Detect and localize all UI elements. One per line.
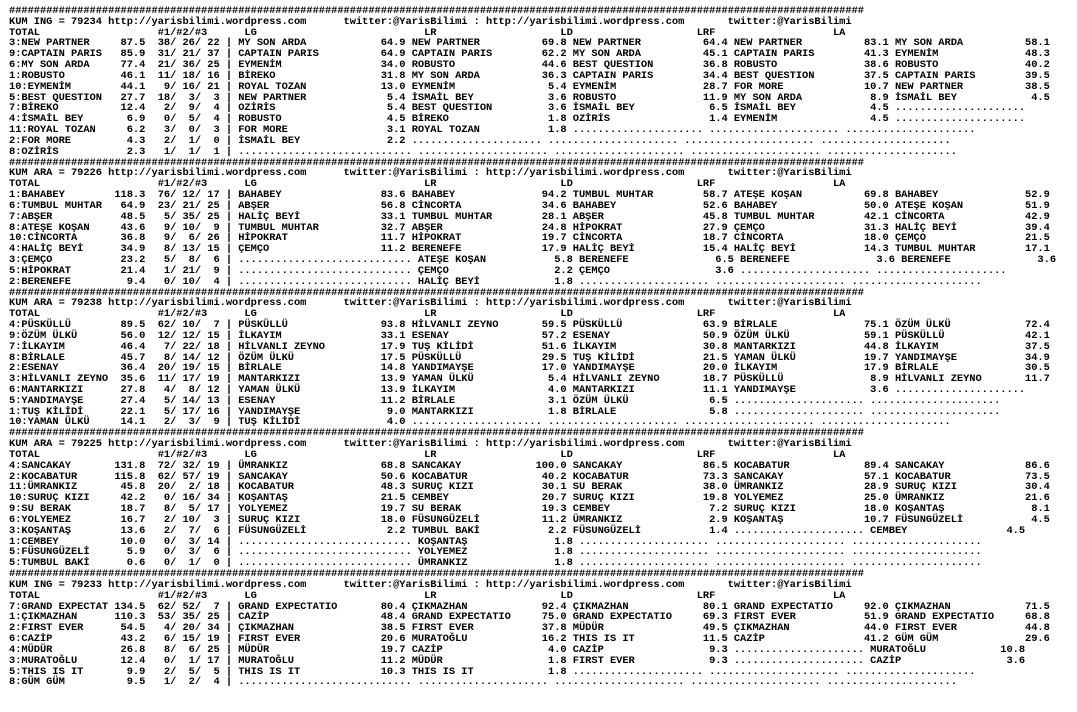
horse-row: 5:THIS IS IT 9.9 2/ 5/ 5 | THIS IS IT 10.3 THIS IS IT 1.8 ..................... ..................... ..................... — [9, 665, 976, 678]
horse-row: 5:TUMBUL BAKİ 0.6 0/ 1/ 0 | ............................ ÜMRANKIZ 1.8 ..................... ..................... ..................... — [9, 557, 982, 570]
horse-row: 1:ROBUSTO 46.1 11/ 18/ 16 | BİREKO 31.8 MY SON ARDA 36.3 CAPTAIN PARIS 34.4 BEST QUESTION 37.5 CAPTAIN PARIS 39.5 — [9, 69, 1050, 82]
horse-row: 4:PÜSKÜLLÜ 89.5 62/ 10/ 7 | PÜSKÜLLÜ 93.8 HİLVANLI ZEYNO 59.5 PÜSKÜLLÜ 63.9 BİRLALE 75.1 ÖZÜM ÜLKÜ 72.4 — [9, 319, 1050, 332]
horse-row: 9:SU BERAK 18.7 8/ 5/ 17 | YOLYEMEZ 19.7 SU BERAK 19.3 CEMBEY 7.2 SURUÇ KIZI 18.0 KOŞANTAŞ 8.1 — [9, 503, 1050, 516]
horse-row: 3:KOŞANTAŞ 13.6 2/ 7/ 6 | FÜSUNGÜZELİ 2.2 TUMBUL BAKİ 2.2 FÜSUNGÜZELİ 1.4 ..................... CEMBEY 4.5 — [9, 524, 1026, 537]
section-separator: ########################################################################################################################################## — [9, 427, 864, 440]
horse-row: 11:ÜMRANKIZ 45.8 20/ 2/ 18 | KOCABATUR 48.3 SURUÇ KIZI 30.1 SU BERAK 38.0 ÜMRANKIZ 28.9 SURUÇ KIZI 30.4 — [9, 481, 1050, 494]
horse-row: 8:OZİRİS 2.3 1/ 1/ 1 | ............................ ..................... ..................... ..................... ..................... — [9, 145, 957, 158]
race-header: KUM ARA = 79238 http://yarisbilimi.wordpress.com twitter:@YarisBilimi : http://yarisbilimi.wordpress.com twitter:@YarisBilimi — [9, 297, 852, 310]
monospace-report-text — [9, 6, 1075, 688]
horse-row: 4:MÜDÜR 26.8 8/ 6/ 25 | MÜDÜR 19.7 CAZİP 4.0 CAZİP 9.3 ..................... MURATOĞLU 10.8 — [9, 643, 1026, 656]
race-header: KUM ING = 79234 http://yarisbilimi.wordpress.com twitter:@YarisBilimi : http://yarisbilimi.wordpress.com twitter:@YarisBilimi — [9, 15, 852, 28]
horse-row: 10:CİNCORTA 36.8 9/ 6/ 26 | HİPOKRAT 11.7 HİPOKRAT 19.7 CİNCORTA 18.7 CİNCORTA 18.0 ÇEMÇO 21.5 — [9, 232, 1050, 245]
horse-row: 6:YOLYEMEZ 16.7 2/ 10/ 3 | SURUÇ KIZI 18.0 FÜSUNGÜZELİ 11.2 ÜMRANKIZ 2.9 KOŞANTAŞ 10.7 FÜSUNGÜZELİ 4.5 — [9, 513, 1050, 526]
horse-row: 8:GÜM GÜM 9.5 1/ 2/ 4 | ............................ ..................... ..................... ..................... ..................... — [9, 676, 957, 689]
horse-row: 2:ESENAY 36.4 20/ 19/ 15 | BİRLALE 14.8 YANDIMAYŞE 17.0 YANDIMAYŞE 20.0 İLKAYIM 17.9 BİRLALE 30.5 — [9, 362, 1050, 375]
horse-row: 2:KOCABATUR 115.8 62/ 57/ 19 | SANCAKAY 50.6 KOCABATUR 40.2 KOCABATUR 73.3 SANCAKAY 57.1 KOCABATUR 73.5 — [9, 470, 1050, 483]
horse-row: 5:HİPOKRAT 21.4 1/ 21/ 9 | ............................ ÇEMÇO 2.2 ÇEMÇO 3.6 ..................... ..................... — [9, 264, 1007, 277]
horse-row: 9:CAPTAIN PARIS 85.9 31/ 21/ 37 | CAPTAIN PARIS 64.9 CAPTAIN PARIS 62.2 MY SON ARDA 45.1 CAPTAIN PARIS 41.3 EYMENİM 48.3 — [9, 48, 1050, 61]
section-separator: ########################################################################################################################################## — [9, 568, 864, 581]
horse-row: 6:MANTARKIZI 27.8 4/ 8/ 12 | YAMAN ÜLKÜ 13.9 İLKAYIM 4.0 MANTARKIZI 11.1 YANDIMAYŞE 3.6 ..................... — [9, 383, 1026, 396]
horse-row: 3:MURATOĞLU 12.4 0/ 1/ 17 | MURATOĞLU 11.2 MÜDÜR 1.8 FIRST EVER 9.3 ..................... CAZİP 3.6 — [9, 654, 1026, 667]
horse-row: 9:ÖZÜM ÜLKÜ 56.0 12/ 12/ 15 | İLKAYIM 33.1 ESENAY 57.2 ESENAY 50.9 ÖZÜM ÜLKÜ 59.1 PÜSKÜLLÜ 42.1 — [9, 329, 1050, 342]
horse-row: 8:ATEŞE KOŞAN 43.6 9/ 10/ 9 | TUMBUL MUHTAR 32.7 ABŞER 24.8 HİPOKRAT 27.9 ÇEMÇO 31.3 HALİÇ BEYİ 39.4 — [9, 221, 1050, 234]
horse-row: 5:BEST QUESTION 27.7 18/ 3/ 3 | NEW PARTNER 5.4 İSMAİL BEY 3.6 ROBUSTO 11.9 MY SON ARDA 8.9 İSMAİL BEY 4.5 — [9, 91, 1050, 104]
race-header: KUM ARA = 79225 http://yarisbilimi.wordpress.com twitter:@YarisBilimi : http://yarisbilimi.wordpress.com twitter:@YarisBilimi — [9, 438, 852, 451]
horse-row: 10:YAMAN ÜLKÜ 14.1 2/ 3/ 9 | TUŞ KİLİDİ 4.0 ..................... ..................... ..................... ..................... — [9, 416, 951, 429]
horse-row: 6:CAZİP 43.2 6/ 15/ 19 | FIRST EVER 20.6 MURATOĞLU 16.2 THIS IS IT 11.5 CAZİP 41.2 GÜM GÜM 29.6 — [9, 633, 1050, 646]
horse-row: 3:HİLVANLI ZEYNO 35.6 11/ 17/ 19 | MANTARKIZI 13.9 YAMAN ÜLKÜ 5.4 HİLVANLI ZEYNO 18.7 PÜSKÜLLÜ 8.9 HİLVANLI ZEYNO 11.7 — [9, 373, 1050, 386]
section-separator: ########################################################################################################################################## — [9, 6, 864, 17]
horse-row: 11:ROYAL TOZAN 6.2 3/ 0/ 3 | FOR MORE 3.1 ROYAL TOZAN 1.8 ..................... ..................... ..................... — [9, 124, 976, 137]
horse-row: 1:BAHABEY 118.3 76/ 12/ 17 | BAHABEY 83.6 BAHABEY 94.2 TUMBUL MUHTAR 58.7 ATEŞE KOŞAN 69.8 BAHABEY 52.9 — [9, 189, 1050, 202]
column-header: TOTAL #1/#2/#3 LG LR LD LRF LA — [9, 589, 846, 602]
column-header: TOTAL #1/#2/#3 LG LR LD LRF LA — [9, 26, 846, 39]
horse-row: 1:ÇIKMAZHAN 110.3 53/ 35/ 25 | CAZİP 48.4 GRAND EXPECTATIO 75.0 GRAND EXPECTATIO 69.3 FIRST EVER 51.9 GRAND EXPECTATIO 68.8 — [9, 611, 1050, 624]
horse-row: 4:İSMAİL BEY 6.9 0/ 5/ 4 | ROBUSTO 4.5 BİREKO 1.8 OZİRİS 1.4 EYMENİM 4.5 ..................... — [9, 113, 1026, 126]
column-header: TOTAL #1/#2/#3 LG LR LD LRF LA — [9, 178, 846, 191]
horse-row: 5:FÜSUNGÜZELİ 5.9 0/ 3/ 6 | ............................ YOLYEMEZ 1.8 ..................... ..................... ..................... — [9, 546, 982, 559]
section-separator: ########################################################################################################################################## — [9, 286, 864, 299]
horse-row: 7:BİREKO 12.4 2/ 9/ 4 | OZİRİS 5.4 BEST QUESTION 3.6 İSMAİL BEY 6.5 İSMAİL BEY 4.5 ..................... — [9, 102, 1026, 115]
horse-row: 2:FOR MORE 4.3 2/ 1/ 0 | İSMAİL BEY 2.2 ..................... ..................... ..................... ..................... — [9, 134, 951, 147]
horse-row: 2:BERENEFE 9.4 0/ 10/ 4 | ............................ HALİÇ BEYİ 1.8 ..................... ..................... ..................... — [9, 275, 982, 288]
horse-row: 1:TUŞ KİLİDİ 22.1 5/ 17/ 16 | YANDIMAYŞE 9.0 MANTARKIZI 1.8 BİRLALE 5.8 ..................... ..................... — [9, 405, 1001, 418]
race-stats-document — [9, 6, 1075, 710]
column-header: TOTAL #1/#2/#3 LG LR LD LRF LA — [9, 308, 846, 321]
horse-row: 10:EYMENİM 44.1 9/ 16/ 21 | ROYAL TOZAN 13.0 EYMENİM 5.4 EYMENİM 28.7 FOR MORE 10.7 NEW PARTNER 38.5 — [9, 80, 1050, 93]
horse-row: 7:ABŞER 48.5 5/ 35/ 25 | HALİÇ BEYİ 33.1 TUMBUL MUHTAR 28.1 ABŞER 45.8 TUMBUL MUHTAR 42.1 CİNCORTA 42.9 — [9, 210, 1050, 223]
horse-row: 10:SURUÇ KIZI 42.2 0/ 16/ 34 | KOŞANTAŞ 21.5 CEMBEY 20.7 SURUÇ KIZI 19.8 YOLYEMEZ 25.0 ÜMRANKIZ 21.6 — [9, 492, 1050, 505]
horse-row: 2:FIRST EVER 54.5 4/ 20/ 34 | ÇIKMAZHAN 38.5 FIRST EVER 37.8 MÜDÜR 49.5 ÇIKMAZHAN 44.0 FIRST EVER 44.8 — [9, 622, 1050, 635]
horse-row: 4:HALİÇ BEYİ 34.9 8/ 13/ 15 | ÇEMÇO 11.2 BERENEFE 17.9 HALİÇ BEYİ 15.4 HALİÇ BEYİ 14.3 TUMBUL MUHTAR 17.1 — [9, 243, 1050, 256]
horse-row: 5:YANDIMAYŞE 27.4 5/ 14/ 13 | ESENAY 11.2 BİRLALE 3.1 ÖZÜM ÜLKÜ 6.5 ..................... ..................... — [9, 394, 1001, 407]
horse-row: 4:SANCAKAY 131.8 72/ 32/ 19 | ÜMRANKIZ 68.8 SANCAKAY 100.0 SANCAKAY 86.5 KOCABATUR 89.4 SANCAKAY 86.6 — [9, 459, 1050, 472]
horse-row: 3:NEW PARTNER 87.5 38/ 26/ 22 | MY SON ARDA 64.9 NEW PARTNER 69.8 NEW PARTNER 64.4 NEW PARTNER 83.1 MY SON ARDA 58.1 — [9, 37, 1050, 50]
column-header: TOTAL #1/#2/#3 LG LR LD LRF LA — [9, 448, 846, 461]
horse-row: 3:ÇEMÇO 23.2 5/ 8/ 6 | ............................ ATEŞE KOŞAN 5.8 BERENEFE 6.5 BERENEFE 3.6 BERENEFE 3.6 — [9, 254, 1057, 267]
section-separator: ########################################################################################################################################## — [9, 156, 864, 169]
horse-row: 7:GRAND EXPECTAT 134.5 62/ 52/ 7 | GRAND EXPECTATIO 80.4 ÇIKMAZHAN 92.4 ÇIKMAZHAN 80.1 GRAND EXPECTATIO 92.0 ÇIKMAZHAN 71.5 — [9, 600, 1050, 613]
race-header: KUM ARA = 79226 http://yarisbilimi.wordpress.com twitter:@YarisBilimi : http://yarisbilimi.wordpress.com twitter:@YarisBilimi — [9, 167, 852, 180]
horse-row: 8:BİRLALE 45.7 8/ 14/ 12 | ÖZÜM ÜLKÜ 17.5 PÜSKÜLLÜ 29.5 TUŞ KİLİDİ 21.5 YAMAN ÜLKÜ 19.7 YANDIMAYŞE 34.9 — [9, 351, 1050, 364]
horse-row: 1:CEMBEY 10.0 0/ 3/ 14 | ............................ KOŞANTAŞ 1.8 ..................... ..................... ..................... — [9, 535, 982, 548]
horse-row: 6:MY SON ARDA 77.4 21/ 36/ 25 | EYMENİM 34.0 ROBUSTO 44.6 BEST QUESTION 36.8 ROBUSTO 38.6 ROBUSTO 40.2 — [9, 59, 1050, 72]
race-header: KUM ING = 79233 http://yarisbilimi.wordpress.com twitter:@YarisBilimi : http://yarisbilimi.wordpress.com twitter:@YarisBilimi — [9, 578, 852, 591]
horse-row: 7:İLKAYIM 46.4 7/ 22/ 18 | HİLVANLI ZEYNO 17.9 TUŞ KİLİDİ 51.6 İLKAYIM 30.8 MANTARKIZI 44.8 İLKAYIM 37.5 — [9, 340, 1050, 353]
horse-row: 6:TUMBUL MUHTAR 64.9 23/ 21/ 25 | ABŞER 56.8 CİNCORTA 34.6 BAHABEY 52.6 BAHABEY 50.0 ATEŞE KOŞAN 51.9 — [9, 199, 1050, 212]
